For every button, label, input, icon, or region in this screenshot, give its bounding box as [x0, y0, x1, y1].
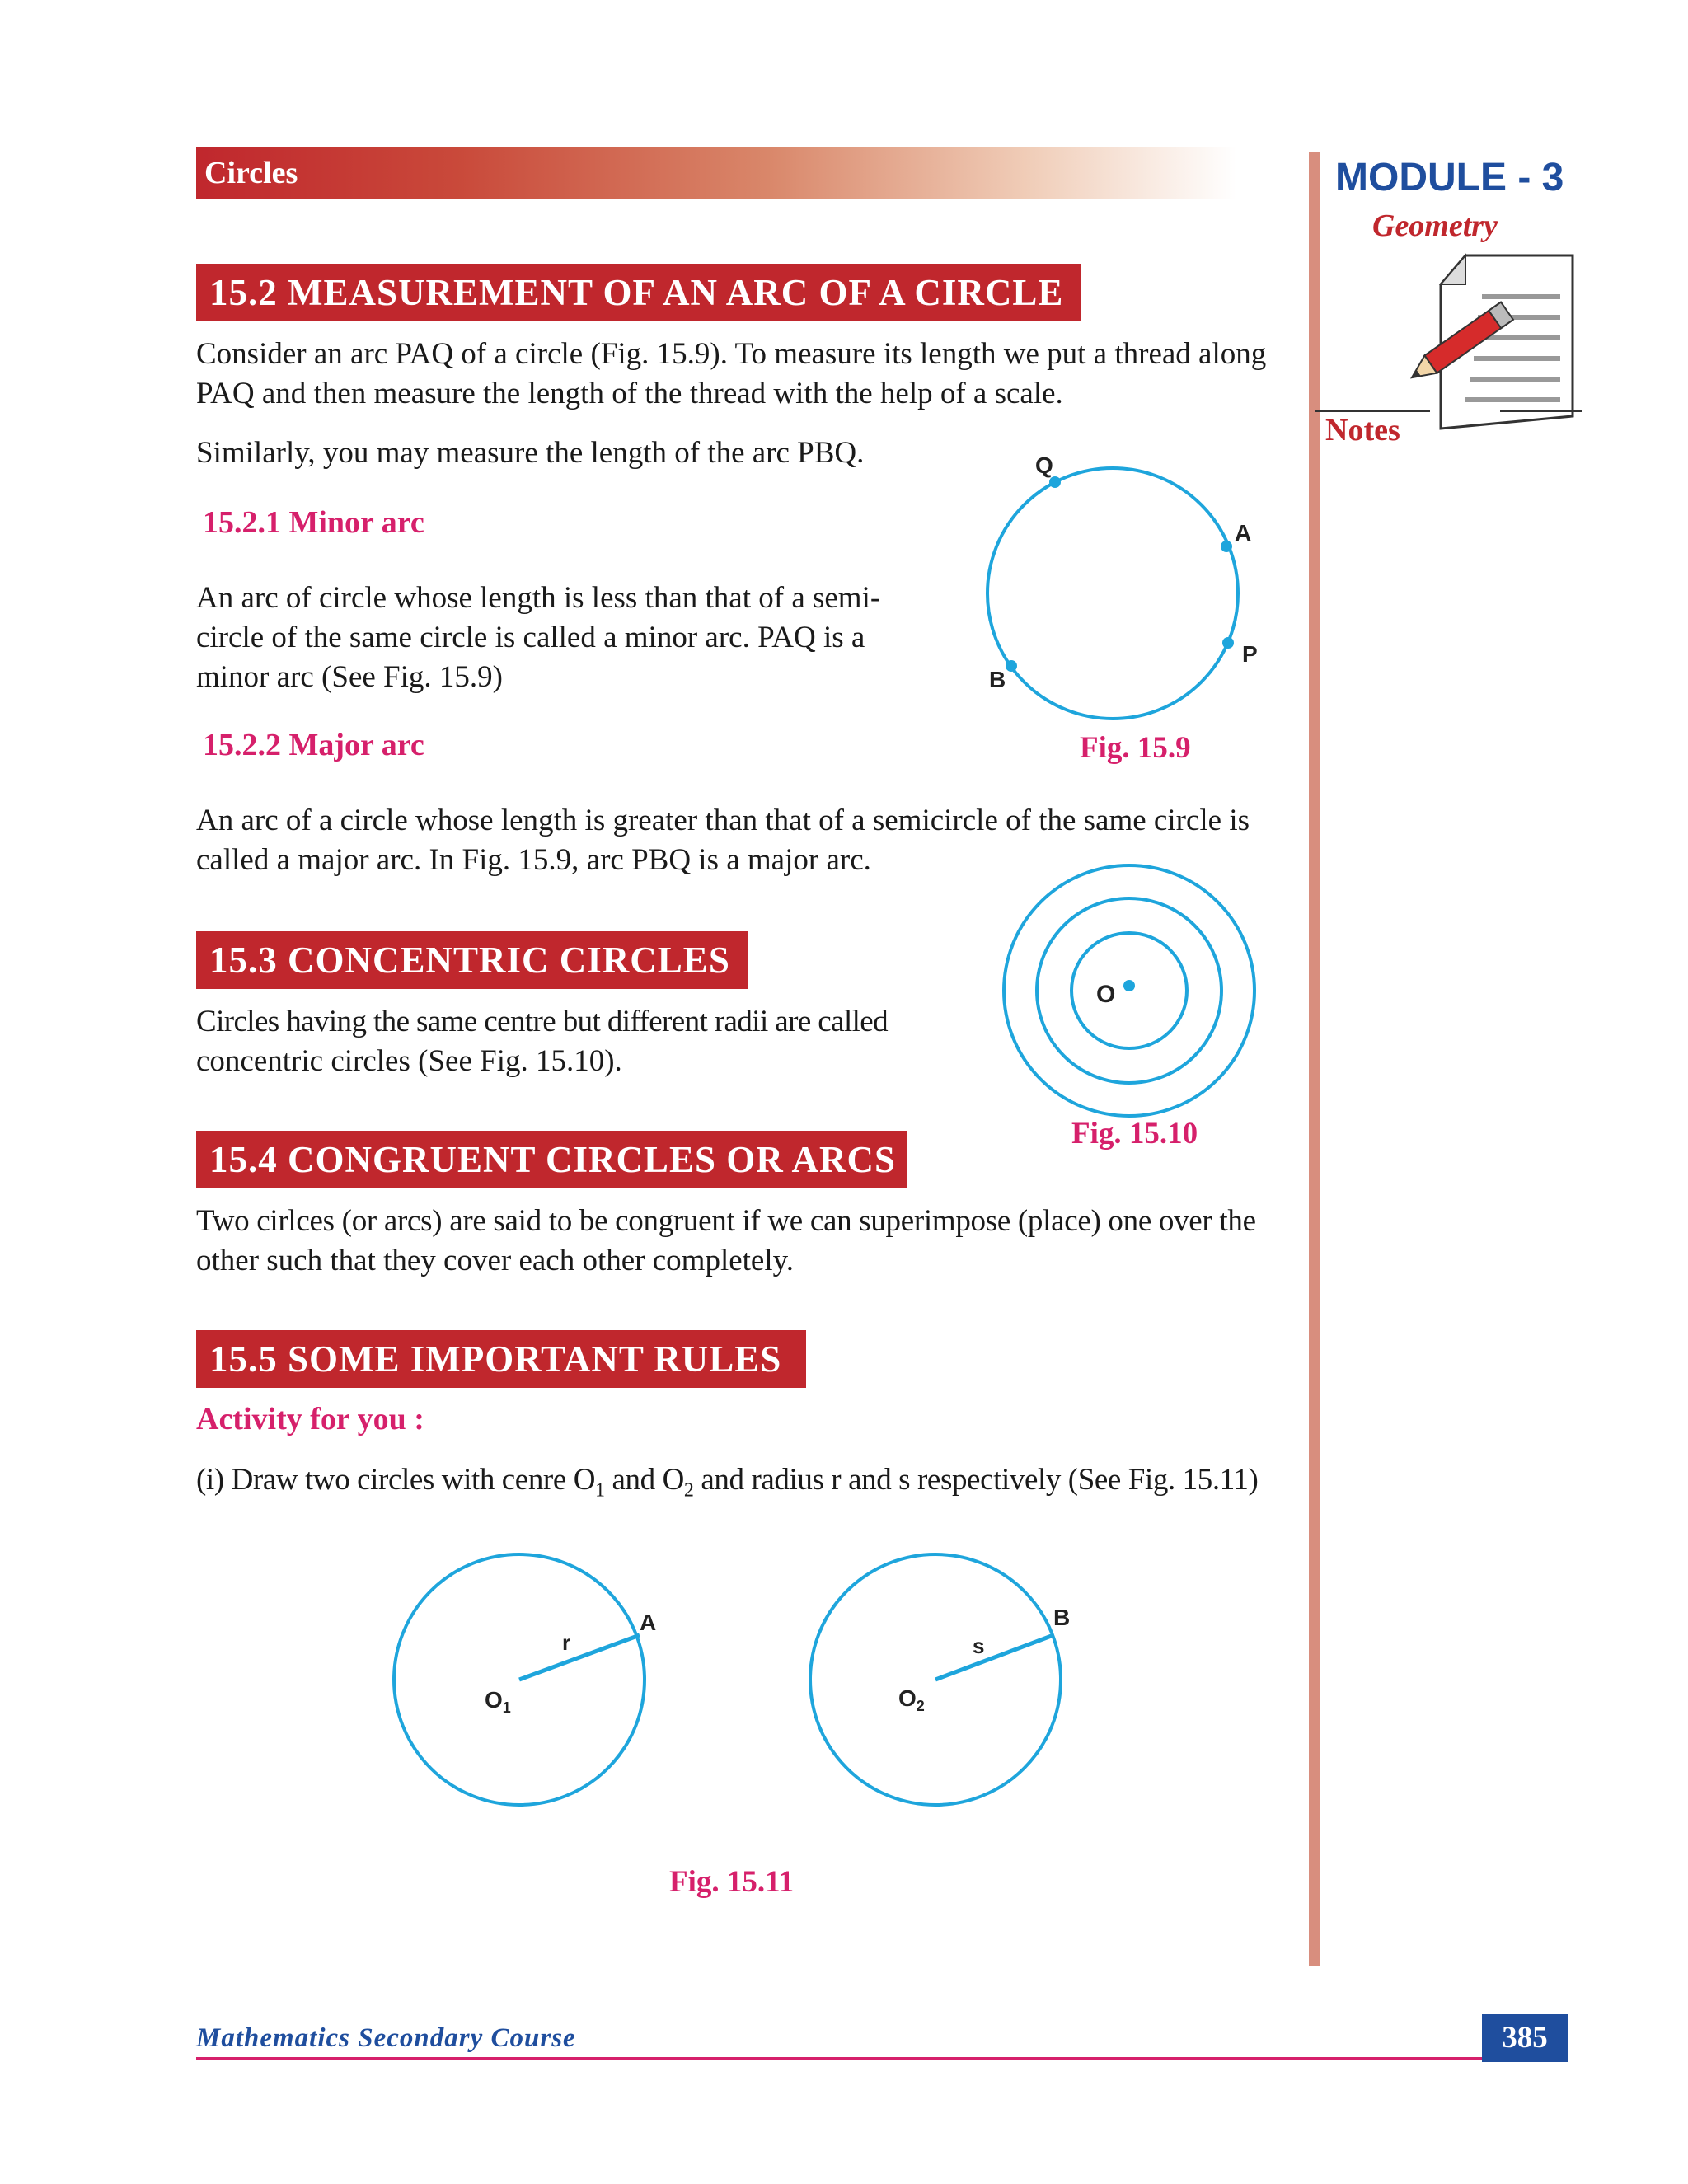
paragraph-line: circle of the same circle is called a minor arc. PAQ is a — [196, 621, 865, 654]
center-o — [1123, 980, 1135, 991]
label-o: O — [1096, 981, 1116, 1008]
paragraph-line: An arc of a circle whose length is greater than that of a semicircle of the same circle is — [196, 804, 1250, 837]
radius-r — [519, 1635, 640, 1680]
paragraph-line: minor arc (See Fig. 15.9) — [196, 660, 503, 694]
chapter-title: Circles — [204, 156, 298, 190]
subscript: 1 — [595, 1479, 605, 1502]
subscript: 2 — [683, 1479, 694, 1502]
activity-heading: Activity for you : — [196, 1402, 424, 1436]
section-heading-15-4: 15.4 CONGRUENT CIRCLES OR ARCS — [196, 1131, 907, 1188]
header-band — [196, 147, 1236, 199]
section-heading-15-2: 15.2 MEASUREMENT OF AN ARC OF A CIRCLE — [196, 264, 1081, 321]
subsection-heading-15-2-1: 15.2.1 Minor arc — [203, 505, 424, 540]
notes-rule-right — [1500, 410, 1582, 412]
label-b: B — [989, 667, 1006, 692]
label-a: A — [640, 1610, 657, 1635]
figure-15-9 — [973, 445, 1286, 742]
label-s: s — [973, 1633, 985, 1658]
label-p: P — [1242, 641, 1258, 667]
step-text: and O — [604, 1463, 684, 1497]
label-b: B — [1053, 1605, 1071, 1630]
paragraph-line: Circles having the same centre but different radii are called — [196, 1005, 889, 1038]
margin-rule — [1309, 152, 1320, 1966]
point-p — [1222, 637, 1234, 649]
label-o2: $O_2$ — [898, 1685, 925, 1714]
label-o1: $O_1$ — [485, 1687, 511, 1716]
point-q — [1049, 476, 1061, 488]
subject-label: Geometry — [1372, 209, 1498, 243]
label-q: Q — [1035, 452, 1053, 478]
point-a — [1221, 541, 1232, 552]
footer-rule — [196, 2057, 1482, 2060]
paragraph-line: Consider an arc PAQ of a circle (Fig. 15.9). To measure its length we put a thread along — [196, 337, 1267, 371]
step-text: and radius r and s respectively (See Fig. 15.11) — [693, 1463, 1259, 1497]
point-b — [1006, 660, 1017, 672]
figure-caption-15-9: Fig. 15.9 — [1080, 731, 1191, 765]
page-number: 385 — [1482, 2014, 1568, 2062]
arc-circle — [987, 468, 1238, 719]
figure-15-11 — [379, 1533, 1121, 1830]
subsection-heading-15-2-2: 15.2.2 Major arc — [203, 728, 424, 762]
paragraph-line: Similarly, you may measure the length of the arc PBQ. — [196, 436, 865, 470]
radius-s — [935, 1635, 1053, 1680]
paragraph-line: concentric circles (See Fig. 15.10). — [196, 1044, 622, 1078]
paragraph-line: An arc of circle whose length is less than that of a semi- — [196, 581, 881, 615]
paragraph-line: other such that they cover each other completely. — [196, 1244, 794, 1277]
module-label: MODULE - 3 — [1335, 156, 1564, 199]
paragraph-line: PAQ and then measure the length of the thread with the help of a scale. — [196, 377, 1063, 410]
figure-caption-15-10: Fig. 15.10 — [1071, 1117, 1198, 1151]
paragraph-line: called a major arc. In Fig. 15.9, arc PBQ is a major arc. — [196, 843, 871, 877]
section-heading-15-3: 15.3 CONCENTRIC CIRCLES — [196, 931, 748, 989]
step-text: (i) Draw two circles with cenre O — [196, 1463, 596, 1497]
figure-15-10 — [989, 857, 1269, 1129]
footer-course-title: Mathematics Secondary Course — [196, 2023, 576, 2053]
label-r: r — [562, 1630, 571, 1655]
notes-label: Notes — [1325, 413, 1400, 448]
section-heading-15-5: 15.5 SOME IMPORTANT RULES — [196, 1330, 806, 1388]
figure-caption-15-11: Fig. 15.11 — [669, 1865, 795, 1899]
label-a: A — [1235, 520, 1252, 546]
paragraph-line: Two cirlces (or arcs) are said to be congruent if we can superimpose (place) one over the — [196, 1204, 1256, 1238]
activity-step-1 — [196, 1460, 1258, 1510]
